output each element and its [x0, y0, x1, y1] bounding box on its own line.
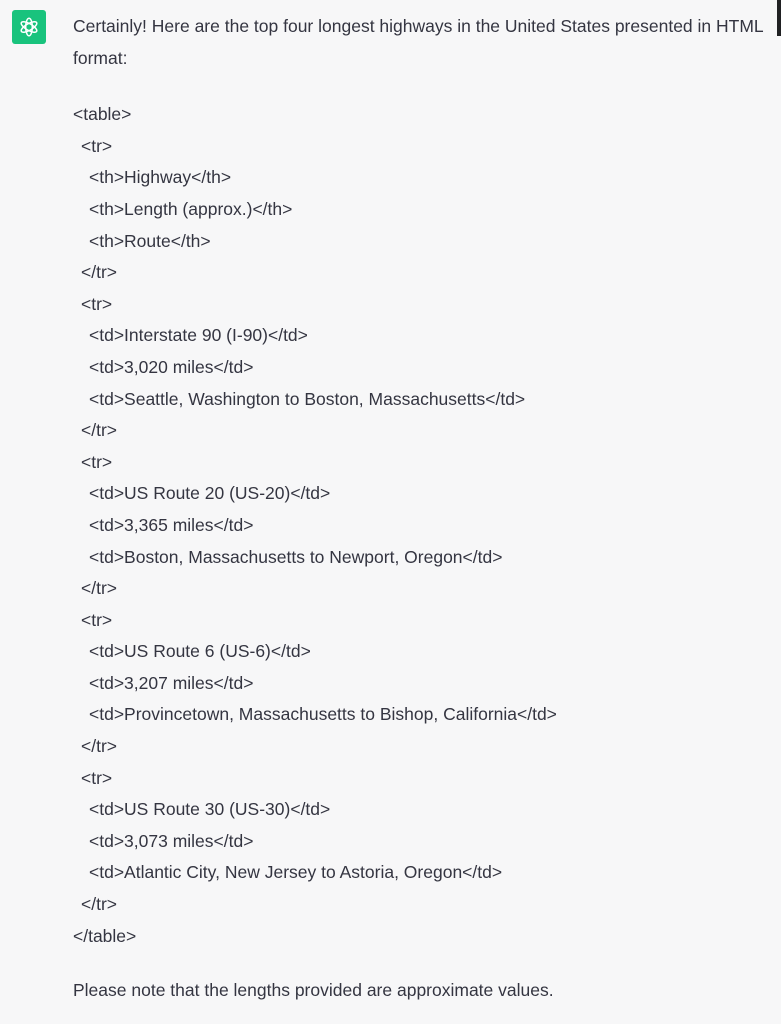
code-line: <td>Interstate 90 (I-90)</td>	[89, 325, 308, 346]
assistant-avatar	[12, 10, 46, 44]
code-line: <th>Length (approx.)</th>	[89, 198, 293, 219]
code-line: </tr>	[81, 894, 117, 915]
message-content	[73, 11, 773, 1007]
code-line: <td>Atlantic City, New Jersey to Astoria, Oregon</td>	[89, 862, 503, 883]
code-line: <tr>	[81, 609, 113, 630]
openai-logo-icon	[17, 15, 41, 39]
code-line: <td>US Route 30 (US-30)</td>	[89, 799, 331, 820]
code-line: </tr>	[81, 578, 117, 599]
code-line: <th>Highway</th>	[89, 167, 232, 188]
code-line: </tr>	[81, 420, 117, 441]
code-line: <td>US Route 20 (US-20)</td>	[89, 483, 331, 504]
code-line: </table>	[73, 925, 137, 946]
code-line: <td>3,365 miles</td>	[89, 514, 254, 535]
code-line: <tr>	[81, 767, 113, 788]
code-line: <tr>	[81, 451, 113, 472]
window-edge	[777, 0, 781, 36]
code-line: </tr>	[81, 736, 117, 757]
code-line: <tr>	[81, 293, 113, 314]
message-note: Please note that the lengths provided are approximate values.	[73, 980, 554, 1001]
code-line: <td>3,073 miles</td>	[89, 830, 254, 851]
code-line: <td>3,020 miles</td>	[89, 356, 254, 377]
code-line: <th>Route</th>	[89, 230, 211, 251]
code-line: <td>US Route 6 (US-6)</td>	[89, 641, 311, 662]
html-code-block	[73, 99, 773, 952]
code-line: </tr>	[81, 262, 117, 283]
code-line: <td>Boston, Massachusetts to Newport, Oregon</td>	[89, 546, 503, 567]
message-intro: Certainly! Here are the top four longest highways in the United States presented in HTML format:	[73, 16, 763, 68]
code-line: <td>Provincetown, Massachusetts to Bishop, California</td>	[89, 704, 557, 725]
code-line: <td>3,207 miles</td>	[89, 672, 254, 693]
code-line: <tr>	[81, 135, 113, 156]
code-line: <table>	[73, 104, 132, 125]
code-line: <td>Seattle, Washington to Boston, Massachusetts</td>	[89, 388, 526, 409]
